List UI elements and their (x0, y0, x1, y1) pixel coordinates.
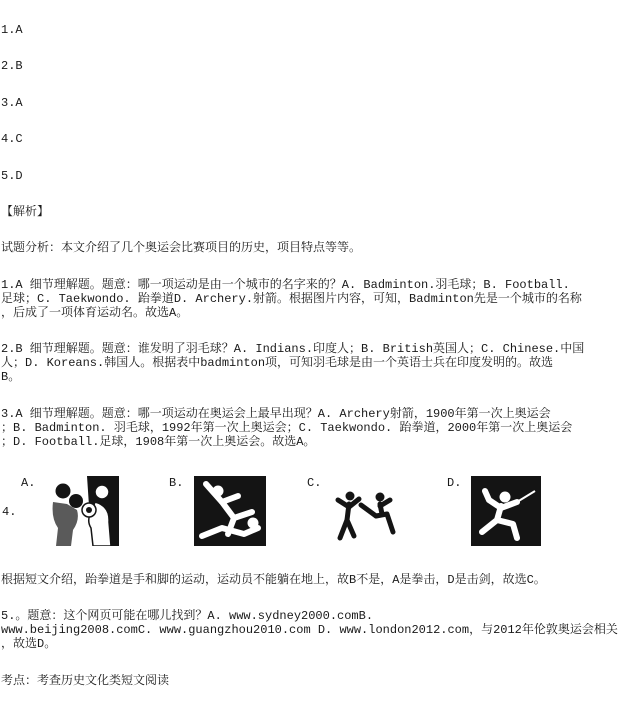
explanation-q3 (1, 407, 630, 449)
explanation-line: ；B. Badminton. 羽毛球，1992年第一次上奥运会；C. Taekwondo. 跆拳道，2000年第一次上奥运会 (1, 420, 573, 435)
boxing-pictogram (49, 476, 119, 546)
explanation-q1 (1, 278, 630, 320)
taekwondo-pictogram (331, 476, 401, 546)
q4-number: 4. (2, 504, 17, 519)
answer-text: 4.C (1, 132, 23, 147)
answer-3 (1, 96, 630, 110)
explanation-q5 (1, 609, 630, 651)
explanation-line: 人；D. Koreans.韩国人。根据表中badminton项，可知羽毛球是由一个英语士兵在印度发明的。故选 (1, 356, 554, 371)
explanation-line: B。 (1, 370, 21, 385)
wrestling-pictogram (194, 476, 266, 546)
explanation-line: 1.A 细节理解题。题意：哪一项运动是由一个城市的名字来的？A. Badminton.羽毛球；B. Football. (1, 277, 570, 292)
option-a-label: A. (21, 475, 36, 490)
explanation-line: 根据短文介绍，跆拳道是手和脚的运动，运动员不能躺在地上，故B不是，A是拳击，D是击剑，故选C。 (1, 572, 546, 587)
exam-point (1, 674, 630, 688)
explanation-line: 足球；C. Taekwondo. 跆拳道D. Archery.射箭。根据图片内容，可知，Badminton先是一个城市的名称 (1, 291, 582, 306)
answer-text: 3.A (1, 95, 23, 110)
explanation-line: 5.。题意：这个网页可能在哪儿找到？A. www.sydney2000.comB. (1, 609, 374, 624)
analysis-heading (1, 205, 630, 219)
explanation-line: ，后成了一项体育运动名。故选A。 (1, 305, 189, 320)
answer-2 (1, 59, 630, 73)
answer-4 (1, 132, 630, 146)
explanation-line: 2.B 细节理解题。题意：谁发明了羽毛球？A. Indians.印度人；B. British英国人；C. Chinese.中国 (1, 342, 585, 357)
explanation-line: ；D. Football.足球，1908年第一次上奥运会。故选A。 (1, 434, 316, 449)
q4-options-row (1, 476, 630, 546)
answer-1 (1, 23, 630, 37)
analysis-heading-text: 【解析】 (1, 204, 50, 219)
fencing-pictogram (471, 476, 541, 546)
explanation-line: www.beijing2008.comC. www.guangzhou2010.com D. www.london2012.com，与2012年伦敦奥运会相关 (1, 623, 618, 638)
analysis-summary-text: 试题分析：本文介绍了几个奥运会比赛项目的历史，项目特点等等。 (1, 241, 362, 256)
explanation-line: 3.A 细节理解题。题意：哪一项运动在奥运会上最早出现？A. Archery射箭，1900年第一次上奥运会 (1, 406, 551, 421)
answer-text: 2.B (1, 59, 23, 74)
option-d-label: D. (447, 475, 462, 490)
exam-point-text: 考点：考查历史文化类短文阅读 (1, 673, 170, 688)
answer-text: 5.D (1, 168, 23, 183)
explanation-q2 (1, 342, 630, 384)
option-b-label: B. (169, 475, 184, 490)
explanation-q4 (1, 573, 630, 587)
answer-text: 1.A (1, 23, 23, 37)
option-c-label: C. (307, 475, 322, 490)
answer-5 (1, 169, 630, 183)
analysis-summary (1, 241, 630, 255)
explanation-line: ，故选D。 (1, 637, 57, 652)
